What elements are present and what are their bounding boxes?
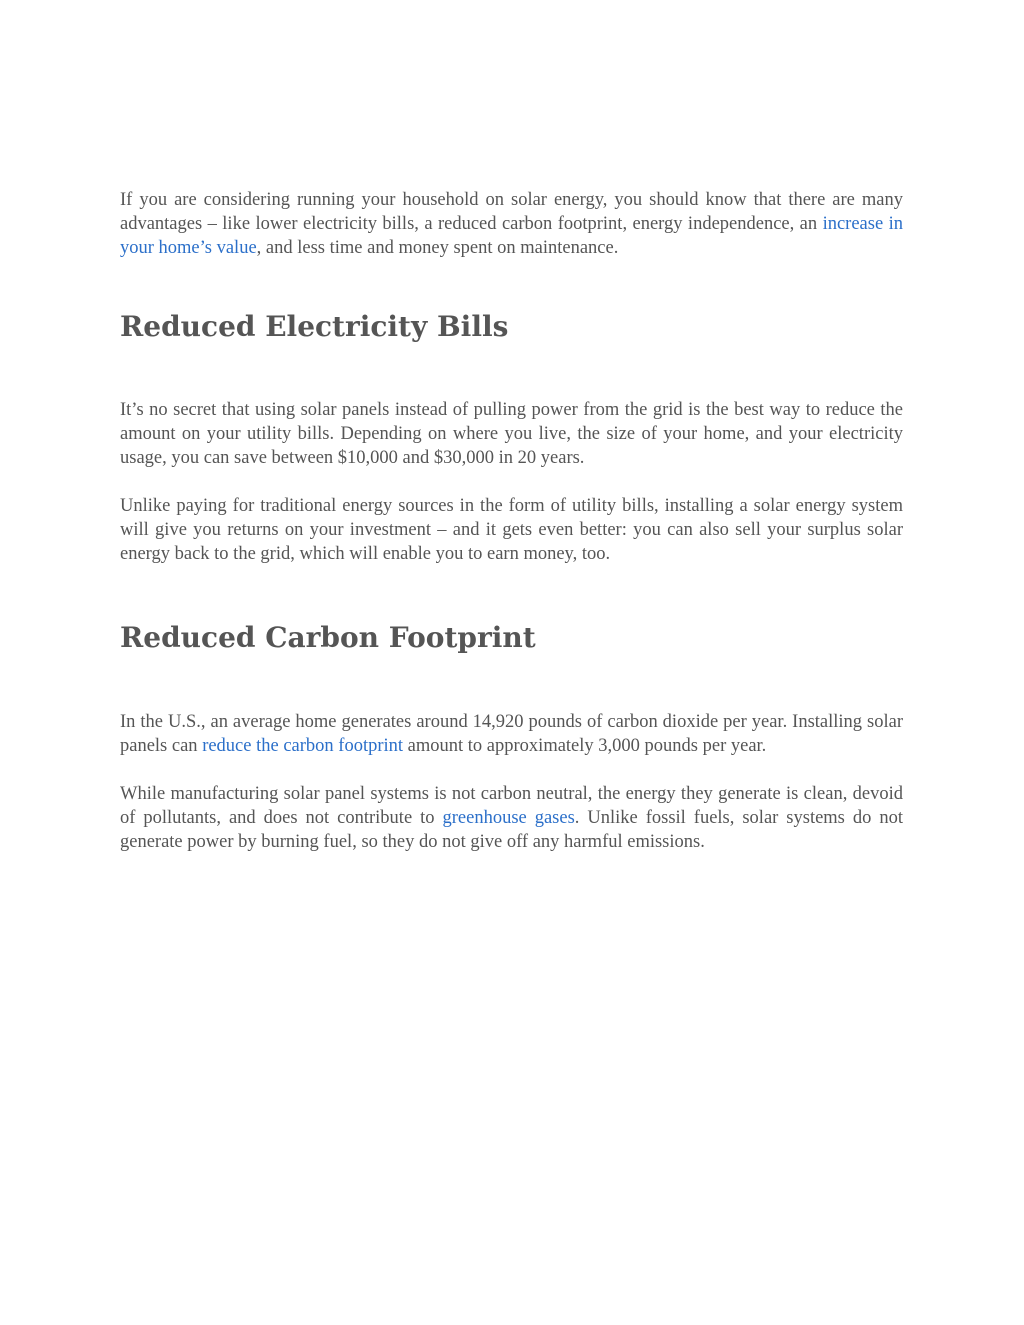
intro-text-after-link: , and less time and money spent on maintenance. (256, 238, 619, 258)
heading-reduced-electricity-bills: Reduced Electricity Bills (120, 310, 509, 343)
reduce-carbon-footprint-link[interactable]: reduce the carbon footprint (202, 736, 404, 756)
electricity-bills-paragraph-2: Unlike paying for traditional energy sources in the form of utility bills, installing a solar energy system will give you returns on your investment – and it gets even better: you can also sell your surplus solar energy back to the grid, which will enable you to earn money, too. (120, 496, 903, 564)
carbon-footprint-paragraph-2 (120, 782, 903, 854)
home-value-link[interactable]: increase in your home’s value (120, 214, 903, 258)
heading-reduced-carbon-footprint: Reduced Carbon Footprint (120, 621, 536, 654)
carbon-p2-text-after-link: . Unlike fossil fuels, solar systems do not generate power by burning fuel, so they do not give off any harmful emissions. (120, 808, 903, 852)
intro-paragraph (120, 188, 903, 260)
carbon-p1-text-after-link: amount to approximately 3,000 pounds per year. (403, 736, 767, 756)
carbon-p1-text-before-link: In the U.S., an average home generates around 14,920 pounds of carbon dioxide per year. Installing solar panels can (120, 712, 903, 756)
electricity-bills-paragraph-1: It’s no secret that using solar panels instead of pulling power from the grid is the best way to reduce the amount on your utility bills. Depending on where you live, the size of your home, and your electricity usage, you can save between $10,000 and $30,000 in 20 years. (120, 400, 903, 468)
carbon-footprint-paragraph-1 (120, 710, 903, 758)
carbon-p2-text-before-link: While manufacturing solar panel systems is not carbon neutral, the energy they generate is clean, devoid of pollutants, and does not contribute to (120, 784, 903, 828)
greenhouse-gases-link[interactable]: greenhouse gases (442, 808, 575, 828)
intro-text-before-link: If you are considering running your household on solar energy, you should know that there are many advantages – like lower electricity bills, a reduced carbon footprint, energy independence, an (120, 190, 903, 234)
document-page (120, 188, 903, 854)
